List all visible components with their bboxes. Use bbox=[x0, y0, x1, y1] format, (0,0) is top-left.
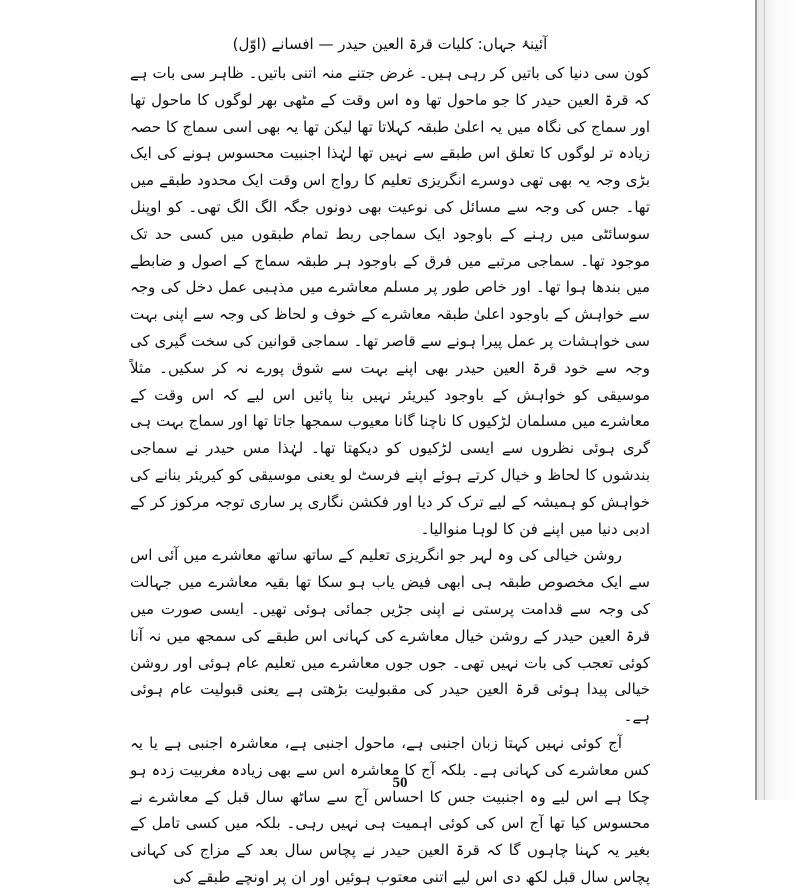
paragraph-2: روشن خیالی کی وہ لہر جو انگریزی تعلیم کے ساتھ ساتھ معاشرے میں آئی اس سے ایک مخصوص طبقہ ہی ابھی فیض یاب ہو سکا تھا بقیہ معاشرے میں جہالت کی وجہ سے قدامت پرستی نے اپنی جڑیں جمائی ہوئی تھیں۔ ایسی صورت میں قرۃ العین حیدر کے روشن خیال معاشرے کی کہانی اس طبقے کی سمجھ میں نہ آنا کوئی تعجب کی بات نہیں تھی۔ جوں جوں معاشرے میں تعلیم عام ہوئی اور روشن خیالی پیدا ہوئی قرۃ العین حیدر کی مقبولیت بڑھتی ہے یعنی قبولیت عام ہوئی ہے۔ bbox=[130, 546, 650, 726]
paragraph-1: کون سی دنیا کی باتیں کر رہی ہیں۔ غرض جتنے منہ اتنی باتیں۔ ظاہر سی بات ہے کہ قرۃ العین حیدر کا جو ماحول تھا وہ اس وقت کے مٹھی بھر لوگوں کا ماحول تھا اور سماج کی نگاہ میں یہ اعلیٰ طبقہ کہلاتا تھا لیکن تھا یہ بھی اسی سماج کا حصہ زیادہ تر لوگوں کا تعلق اس طبقے سے نہیں تھا لہٰذا اجنبیت محسوس ہونے کی ایک بڑی وجہ یہ بھی تھی دوسرے انگریزی تعلیم کا رواج اس وقت ایک محدود طبقے میں تھا۔ جس کی وجہ سے مسائل کی نوعیت بھی دونوں جگہ الگ الگ تھی۔ کو اوپنل سوسائٹی میں رہنے کے باوجود ایک سماجی ربط تمام طبقوں میں کسی حد تک موجود تھا۔ سماجی مرتبے میں فرق کے باوجود ہر طبقہ سماج کے اصول و ضابطے میں بندھا ہوا تھا۔ اور خاص طور پر مسلم معاشرے میں مذہبی عمل دخل کی وجہ سے خواہش کے باوجود اعلیٰ طبقہ معاشرے کے خوف و لحاظ کی وجہ سے اپنی بہت سی خواہشات پر عمل پیرا ہونے سے قاصر تھا۔ سماجی قوانین کی سخت گیری کی وجہ سے خود قرۃ العین حیدر بھی اپنے بہت سے شوق پورے نہ کر سکیں۔ مثلاً موسیقی کو خواہش کے باوجود کیریئر نہیں بنا پائیں اس لیے کہ اس وقت کے معاشرے میں مسلمان لڑکیوں کا ناچنا گانا معیوب سمجھا جاتا تھا اور سماج بہت ہی گری ہوئی نظروں سے ایسی لڑکیوں کو دیکھتا تھا۔ لہٰذا مس حیدر نے سماجی بندشوں کا لحاظ و خیال کرتے ہوئے اپنے فرسٹ لو یعنی موسیقی کو کیریئر بنانے کی خواہش کو ہمیشہ کے لیے ترک کر دیا اور فکشن نگاری پر ساری توجہ مرکوز کر کے ادبی دنیا میں اپنے فن کا لوہا منوالیا۔ bbox=[130, 64, 650, 538]
paragraph-3: آج کوئی نہیں کہتا زبان اجنبی ہے، ماحول اجنبی ہے، معاشرہ اجنبی ہے یا یہ کس معاشرے کی کہانی ہے۔ بلکہ آج کا معاشرہ اس سے بھی زیادہ مغربیت زدہ ہو چکا ہے اس لیے وہ اجنبیت جس کا احساس آج سے ساٹھ سال قبل کے معاشرے نے محسوس کیا تھا آج اس کی کوئی اہمیت ہی نہیں رہی۔ بلکہ میں کسی تامل کے بغیر یہ کہنا چاہوں گا کہ قرۃ العین حیدر نے پچاس سال بعد کے مزاج کی کہانی پچاس سال قبل لکھ دی اس لیے اتنی معتوب ہوئیں اور ان پر اونچے طبقے کی bbox=[130, 733, 650, 886]
running-header: آئینۂ جہاں: کلیات قرۃ العین حیدر — افسانے (اوّل) bbox=[232, 35, 548, 53]
page-number: 50 bbox=[392, 775, 408, 791]
page-edge-faint-line bbox=[764, 0, 765, 800]
